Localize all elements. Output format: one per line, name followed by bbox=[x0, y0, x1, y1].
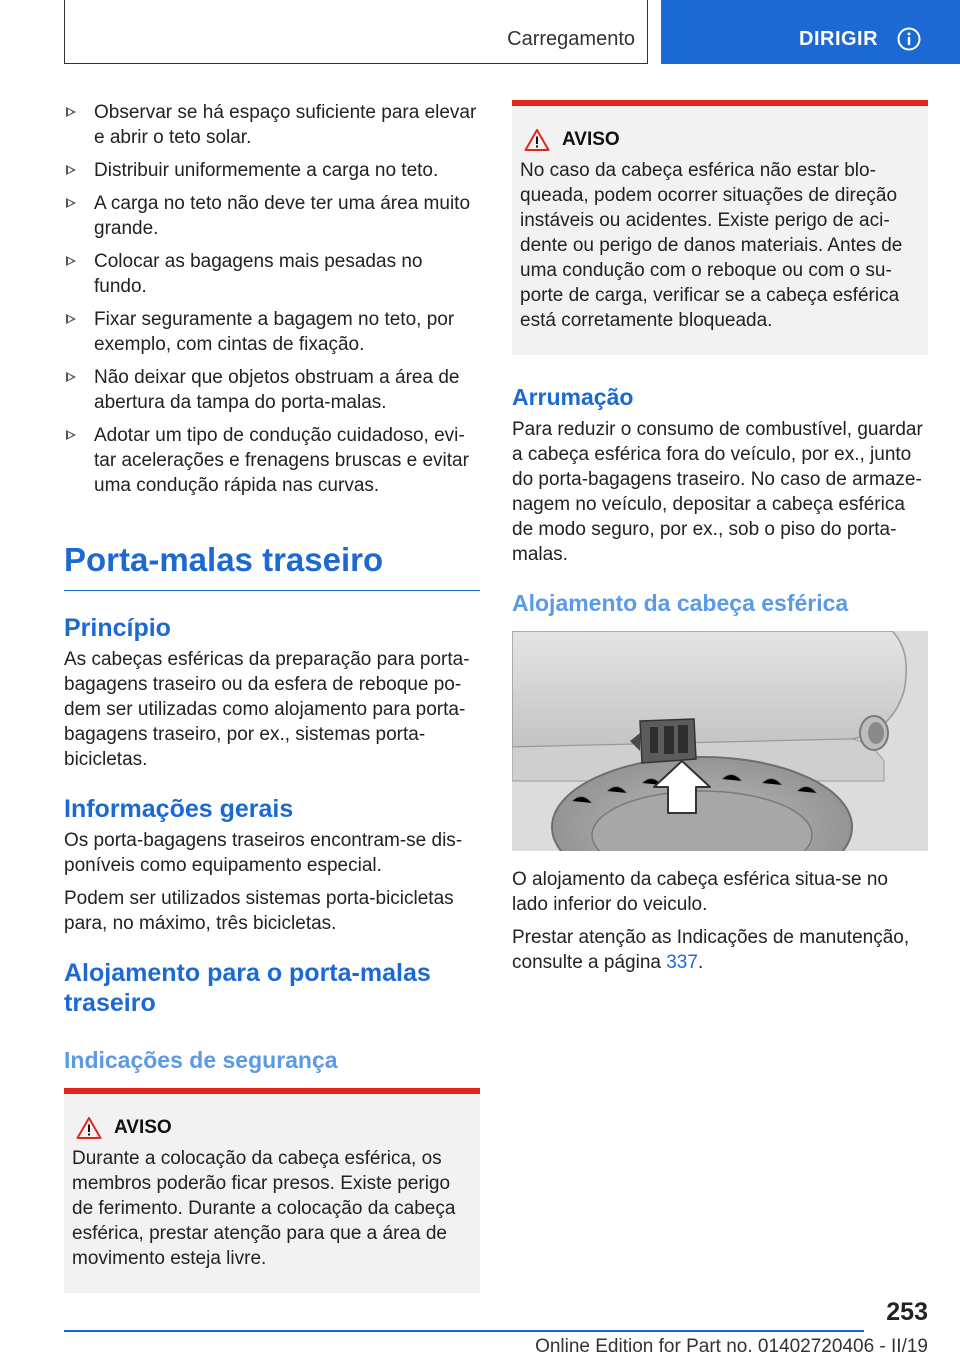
header-chapter-title[interactable]: DIRIGIR bbox=[799, 28, 879, 50]
info-paragraph-2: Podem ser utilizados sistemas porta-bicicletas para, no máximo, três bicicletas. bbox=[64, 888, 454, 934]
right-column bbox=[512, 100, 928, 983]
heading-principio: Princípio bbox=[64, 614, 171, 642]
triangle-bullet-icon bbox=[66, 165, 76, 175]
heading-arrumacao: Arrumação bbox=[512, 384, 634, 410]
page-reference-link[interactable]: 337 bbox=[666, 952, 698, 973]
warning-title: AVISO bbox=[562, 129, 620, 150]
triangle-bullet-icon bbox=[66, 372, 76, 382]
list-item-text: A carga no teto não deve ter uma área muito grande. bbox=[94, 193, 471, 239]
header-section-box bbox=[64, 0, 648, 64]
left-column bbox=[64, 100, 480, 1293]
triangle-bullet-icon bbox=[66, 198, 76, 208]
tow-hitch-receptacle-illustration bbox=[512, 631, 928, 851]
header-chapter-box[interactable] bbox=[661, 0, 960, 64]
warning-text: Durante a colocação da cabeça esférica, os membros poderão ficar presos. Existe perigo de ferimento. Durante a colocação da cabeça esférica, prestar atenção para que a área de movimento esteja livre. bbox=[72, 1148, 456, 1269]
list-item-text: Fixar seguramente a bagagem no teto, por exemplo, com cintas de fixação. bbox=[94, 309, 455, 355]
warning-title-row bbox=[520, 128, 920, 152]
info-paragraph-1: Os porta-bagagens traseiros encontram-se disponíveis como equipamento especial. bbox=[64, 830, 463, 876]
triangle-bullet-icon bbox=[66, 430, 76, 440]
list-item bbox=[64, 365, 480, 415]
warning-box bbox=[64, 1088, 480, 1293]
footer-divider bbox=[64, 1330, 864, 1332]
section-heading-porta-malas: Porta-malas traseiro bbox=[64, 540, 480, 591]
list-item-text: Colocar as bagagens mais pesadas no fundo. bbox=[94, 251, 423, 297]
list-item bbox=[64, 423, 480, 498]
triangle-bullet-icon bbox=[66, 314, 76, 324]
page-number: 253 bbox=[886, 1298, 928, 1326]
warning-title-row bbox=[72, 1116, 472, 1140]
reference-text: Prestar atenção as Indicações de manutenção, consulte a página bbox=[512, 927, 910, 973]
reference-paragraph bbox=[512, 925, 928, 975]
list-item bbox=[64, 249, 480, 299]
triangle-bullet-icon bbox=[66, 107, 76, 117]
heading-alojamento-cabeca-esferica: Alojamento da cabeça esférica bbox=[512, 590, 849, 616]
warning-title: AVISO bbox=[114, 1117, 172, 1138]
bullet-list bbox=[64, 100, 480, 498]
list-item-text: Adotar um tipo de condução cuidadoso, evitar acelerações e frenagens bruscas e evitar uma condução rápida nas curvas. bbox=[94, 425, 469, 496]
warning-triangle-icon bbox=[524, 128, 550, 152]
list-item bbox=[64, 158, 480, 183]
warning-triangle-icon bbox=[76, 1116, 102, 1140]
heading-alojamento-porta-malas: Alojamento para o porta-malas traseiro bbox=[64, 959, 431, 1017]
list-item-text: Distribuir uniformemente a carga no teto. bbox=[94, 160, 439, 181]
heading-informacoes-gerais: Informações gerais bbox=[64, 795, 294, 823]
info-icon[interactable] bbox=[897, 27, 921, 51]
arrumacao-paragraph: Para reduzir o consumo de combustível, guardar a cabeça esférica fora do veículo, por ex., junto do porta-bagagens traseiro. No caso de armazenagem no veículo, depositar a cabeça esférica de modo seguro, por ex., sob o piso do porta-malas. bbox=[512, 419, 923, 565]
reference-end: . bbox=[697, 952, 704, 973]
list-item bbox=[64, 191, 480, 241]
list-item-text: Observar se há espaço suficiente para elevar e abrir o teto solar. bbox=[94, 102, 477, 148]
list-item-text: Não deixar que objetos obstruam a área de abertura da tampa do porta-malas. bbox=[94, 367, 460, 413]
warning-text: No caso da cabeça esférica não estar bloqueada, podem ocorrer situações de direção instáveis ou acidentes. Existe perigo de acidente ou perigo de danos materiais. Antes de uma condução com o reboque ou com o suporte de carga, verificar se a cabeça esférica está corretamente bloqueada. bbox=[520, 160, 903, 331]
warning-box bbox=[512, 100, 928, 355]
triangle-bullet-icon bbox=[66, 256, 76, 266]
vehicle-underside-illustration bbox=[512, 631, 928, 851]
principio-paragraph: As cabeças esféricas da preparação para porta-bagagens traseiro ou da esfera de reboque podem ser utilizadas como alojamento para porta-bagagens traseiro, por ex., sistemas porta-bicicletas. bbox=[64, 649, 470, 770]
header-section-title: Carregamento bbox=[507, 28, 635, 50]
edition-text: Online Edition for Part no. 01402720406 - II/19 bbox=[535, 1336, 928, 1357]
heading-indicacoes-seguranca: Indicações de segurança bbox=[64, 1047, 338, 1073]
figure-caption: O alojamento da cabeça esférica situa-se no lado inferior do veiculo. bbox=[512, 869, 888, 915]
list-item bbox=[64, 100, 480, 150]
list-item bbox=[64, 307, 480, 357]
